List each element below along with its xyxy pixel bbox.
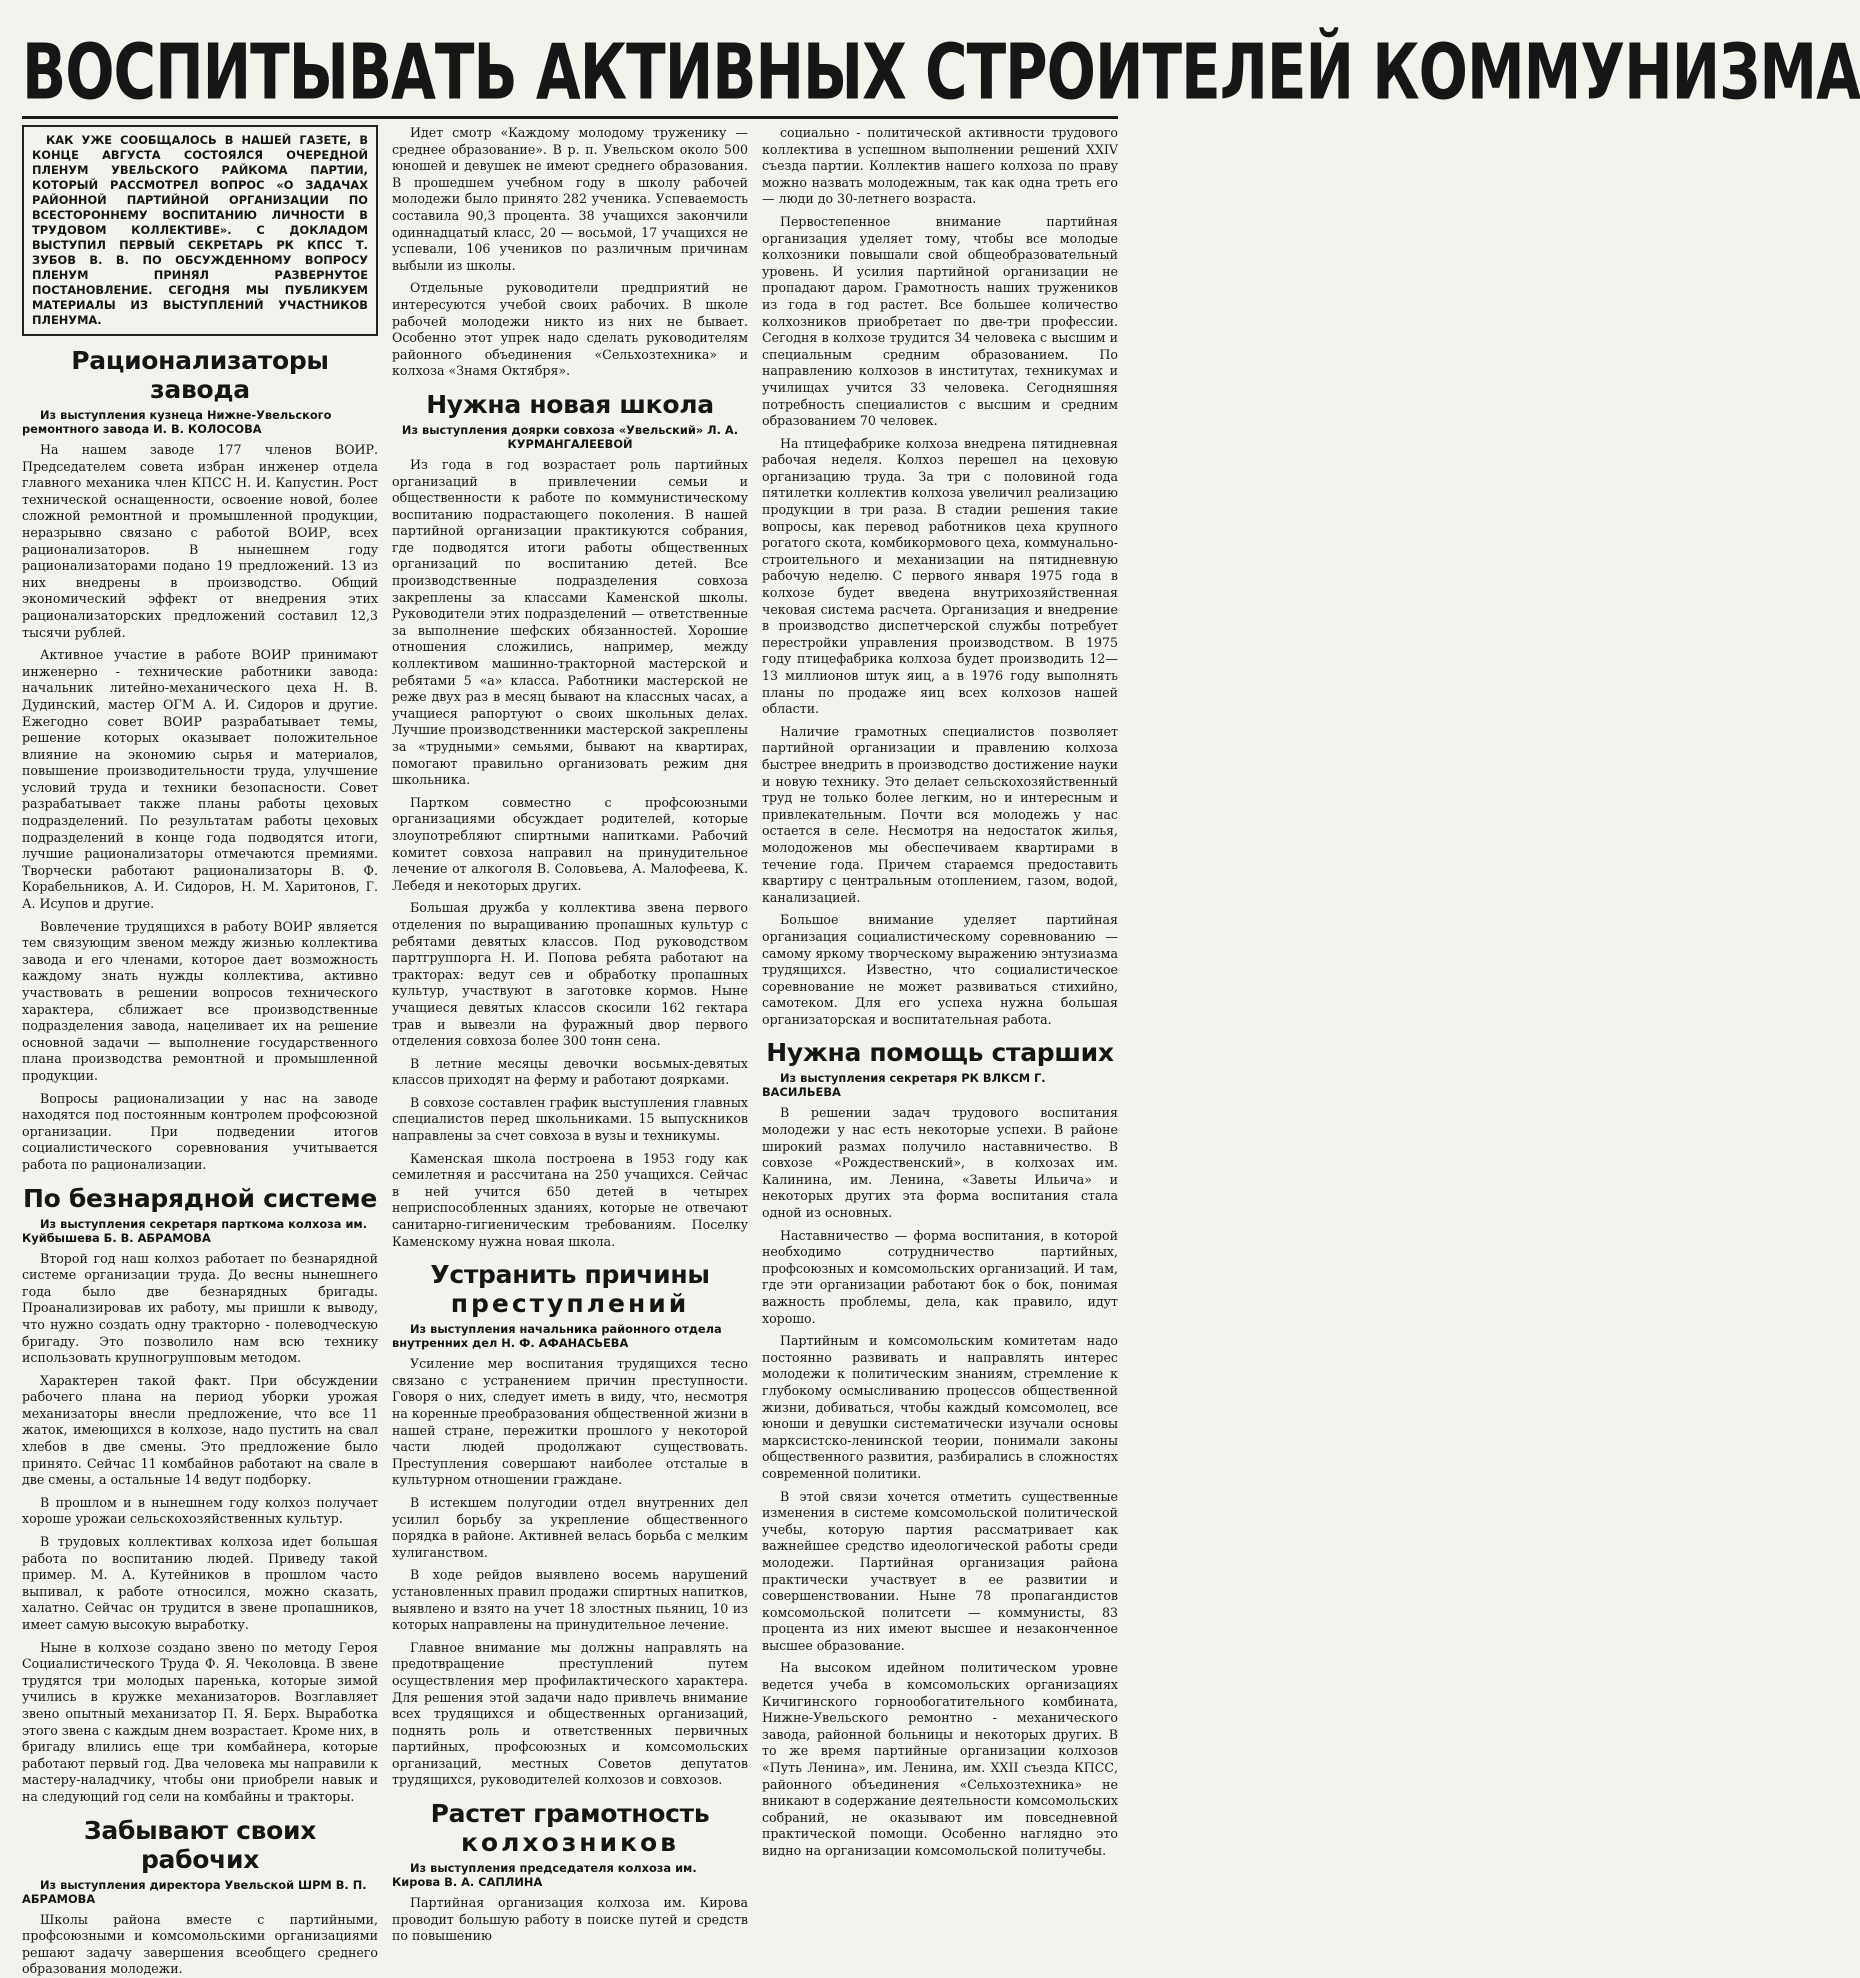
paragraph: В истекшем полугодии отдел внутренних дел усилил борьбу за укрепление общественного порядка в районе. Активней велась борьба с мелким хулиганством.	[392, 1494, 748, 1560]
paragraph: Наставничество — форма воспитания, в которой необходимо сотрудничество партийных, профсоюзных и комсомольских организаций. И там, где эти организации работают бок о бок, понимая важность проблемы, дела, как правило, идут хорошо.	[762, 1227, 1118, 1326]
article-title-prestupleniya	[392, 1260, 748, 1318]
intro-text: КАК УЖЕ СООБЩАЛОСЬ В НАШЕЙ ГАЗЕТЕ, В КОНЦЕ АВГУСТА СОСТОЯЛСЯ ОЧЕРЕДНОЙ ПЛЕНУМ УВЕЛЬСКОГО РАЙКОМА ПАРТИИ, КОТОРЫЙ РАССМОТРЕЛ ВОПРОС «О ЗАДАЧАХ РАЙОННОЙ ПАРТИЙНОЙ ОРГАНИЗАЦИИ ПО ВСЕСТОРОННЕМУ ВОСПИТАНИЮ ЛИЧНОСТИ В ТРУДОВОМ КОЛЛЕКТИВЕ». С ДОКЛАДОМ ВЫСТУПИЛ ПЕРВЫЙ СЕКРЕТАРЬ РК КПСС Т. ЗУБОВ В. В. ПО ОБСУЖДЕННОМУ ВОПРОСУ ПЛЕНУМ ПРИНЯЛ РАЗВЕРНУТОЕ ПОСТАНОВЛЕНИЕ. СЕГОДНЯ МЫ ПУБЛИКУЕМ МАТЕРИАЛЫ ИЗ ВЫСТУПЛЕНИЙ УЧАСТНИКОВ ПЛЕНУМА.	[32, 133, 368, 327]
byline-pomosch: Из выступления секретаря РК ВЛКСМ Г. ВАСИЛЬЕВА	[762, 1071, 1046, 1100]
paragraph: Главное внимание мы должны направлять на предотвращение преступлений путем осуществления мер профилактического характера. Для решения этой задачи надо привлечь внимание всех трудящихся и общественных организаций, поднять роль и ответственных первичных партийных, профсоюзных и комсомольских организаций, местных Советов депутатов трудящихся, руководителей колхозов и совхозов.	[392, 1639, 748, 1788]
column-middle	[392, 125, 748, 1944]
columns	[22, 125, 1118, 1977]
column-left	[22, 125, 378, 1977]
article-title-shkola: Нужна новая школа	[426, 389, 714, 419]
article-title-pomosch: Нужна помощь старших	[766, 1038, 1114, 1068]
byline-shkola: Из выступления доярки совхоза «Увельский» Л. А. КУРМАНГАЛЕЕВОЙ	[401, 422, 739, 451]
byline-zavod: Из выступления кузнеца Нижне-Увельского ремонтного завода И. В. КОЛОСОВА	[22, 408, 332, 436]
paragraph: Партийная организация колхоза им. Кирова проводит большую работу в поиске путей и средств по повышению	[392, 1895, 748, 1944]
paragraph: Вопросы рационализации у нас на заводе находятся под постоянным контролем профсоюзной организации. При подведении итогов социалистического соревнования учитывается работа по рационализации.	[22, 1090, 378, 1172]
paragraph: Ныне в колхозе создано звено по методу Героя Социалистического Труда Ф. Я. Чеколовца. В звене трудятся три молодых паренька, которые зимой учились в кружке механизаторов. Возглавляет звено опытный механизатор П. Я. Берх. Выработка этого звена с каждым днем возрастает. Кроме них, в бригаду влились еще три комбайнера, которые работают первый год. Два человека мы направили к мастеру-наладчику, чтобы они приобрели навык и на следующий год сели на комбайны и тракторы.	[22, 1639, 378, 1804]
paragraph: В этой связи хочется отметить существенные изменения в системе комсомольской политической учебы, которую партия рассматривает как важнейшее средство идеологической работы среди молодежи. Партийная организация района практически участвует в ее развитии и совершенствовании. Ныне 78 пропагандистов комсомольской политсети — коммунисты, 83 процента из них имеют высшее и незаконченное высшее образование.	[762, 1488, 1118, 1653]
paragraph: В ходе рейдов выявлено восемь нарушений установленных правил продажи спиртных напитков, выявлено и взято на учет 18 злостных пьяниц, 10 из которых направлены на принудительное лечение.	[392, 1567, 748, 1633]
paragraph: Отдельные руководители предприятий не интересуются учебой своих рабочих. В школе рабочей молодежи никто из них не бывает. Особенно этот упрек надо сделать руководителям районного объединения «Сельхозтехника» и колхоза «Знамя Октября».	[392, 280, 748, 379]
paragraph: Большая дружба у коллектива звена первого отделения по выращиванию пропашных культур с ребятами девятых классов. Под руководством партгруппорга Н. И. Попова ребята работают на тракторах: ведут сев и обработку пропашных культур, участвуют в заготовке кормов. Ныне учащиеся девятых классов скосили 162 гектара трав и вывезли на фуражный двор первого отделения совхоза более 300 тонн сена.	[392, 900, 748, 1049]
title-line: колхозников	[460, 1828, 680, 1858]
byline-rabochie: Из выступления директора Увельской ШРМ В. П. АБРАМОВА	[22, 1877, 367, 1906]
masthead-title: ВОСПИТЫВАТЬ АКТИВНЫХ СТРОИТЕЛЕЙ КОММУНИЗМА	[22, 27, 1860, 117]
paragraph: Идет смотр «Каждому молодому труженику — среднее образование». В р. п. Увельском около 500 юношей и девушек не имеют среднего образования. В прошедшем учебном году в школу рабочей молодежи было принято 282 ученика. Успеваемость составила 90,3 процента. 38 учащихся закончили одиннадцатый класс, 20 — восьмой, 17 учащихся не успевали, 106 учеников по различным причинам выбыли из школы.	[392, 125, 748, 273]
title-line: Растет грамотность	[430, 1799, 710, 1829]
paragraph: В трудовых коллективах колхоза идет большая работа по воспитанию людей. Приведу такой пример. М. А. Кутейников в прошлом часто выпивал, к работе относился, можно сказать, халатно. Сейчас он трудится в звене пропашников, имеет самую высокую выработку.	[22, 1534, 378, 1632]
paragraph: Каменская школа построена в 1953 году как семилетняя и рассчитана на 250 учащихся. Сейчас в ней учится 650 детей в четырех неприспособленных зданиях, которые не отвечают санитарно-гигиеническим требованиям. Поселку Каменскому нужна новая школа.	[392, 1150, 748, 1249]
paragraph: Партийным и комсомольским комитетам надо постоянно развивать и направлять интерес молодежи к политическим знаниям, стремление к глубокому осмысливанию процессов общественной жизни, добиваться, чтобы каждый комсомолец, все юноши и девушки систематически изучали основы марксистско-ленинской теории, понимали законы общественного развития, разбирались в сложностях современной политики.	[762, 1333, 1118, 1481]
paragraph: Второй год наш колхоз работает по безнарядной системе организации труда. До весны нынешнего года было две безнарядных бригады. Проанализировав их работу, мы пришли к выводу, что нужно создать одну тракторно - полеводческую бригаду. Это позволило нам всю технику использовать крупногрупповым методом.	[22, 1250, 378, 1366]
paragraph: На высоком идейном политическом уровне ведется учеба в комсомольских организациях Кичигинского горнообогатительного комбината, Нижне-Увельского ремонтно - механического завода, районной больницы и некоторых других. В то же время партийные организации колхозов «Путь Ленина», им. Ленина, им. XXII съезда КПСС, районного объединения «Сельхозтехника» не вникают в содержание деятельности комсомольских собраний, не оказывают им повседневной практической помощи. Особенно наглядно это видно на организации комсомольской политучебы.	[762, 1660, 1118, 1858]
article-title-zavod: Рационализаторы завода	[71, 346, 329, 404]
paragraph: В прошлом и в нынешнем году колхоз получает хороше урожаи сельскохозяйственных культур.	[22, 1494, 378, 1527]
paragraph: В летние месяцы девочки восьмых-девятых классов приходят на ферму и работают доярками.	[392, 1055, 748, 1088]
column-right	[762, 125, 1118, 1858]
paragraph: Из года в год возрастает роль партийных организаций в привлечении семьи и общественности к работе по коммунистическому воспитанию подрастающего поколения. В нашей партийной организации практикуются собрания, где подводятся итоги работы общественных организаций по воспитанию детей. Все производственные подразделения совхоза закреплены за классами Каменской школы. Руководители этих подразделений — ответственные за выполнение шефских обязанностей. Хорошие отношения сложились, например, между коллективом машинно-тракторной мастерской и ребятами 5 «а» класса. Работники мастерской не реже двух раз в месяц бывают на классных часах, а учащиеся рапортуют о своих школьных делах. Лучшие производственники мастерской закреплены за «трудными» семьями, бывают на квартирах, помогают правильно организовать режим дня школьника.	[392, 456, 748, 788]
article-title-brigada: По безнарядной системе	[22, 1183, 378, 1213]
paragraph: Большое внимание уделяет партийная организация социалистическому соревнованию — самому яркому творческому выражению энтузиазма трудящихся. Известно, что социалистическое соревнование не может развиваться стихийно, самотеком. Для его успеха нужна большая организаторская и воспитательная работа.	[762, 912, 1118, 1027]
paragraph: Активное участие в работе ВОИР принимают инженерно - технические работники завода: начальник литейно-механического цеха Н. В. Дудинский, мастер ОГМ А. И. Сидоров и другие. Ежегодно совет ВОИР разрабатывает темы, решение которых оказывает положительное влияние на экономию сырья и материалов, повышение производительности труда, улучшение условий труда и техники безопасности. Совет разрабатывает также планы работы цеховых подразделений. По результатам работы цеховых подразделений в конце года подводятся итоги, лучшие рационализаторы отмечаются премиями. Творчески работают рационализаторы В. Ф. Корабельников, А. И. Сидоров, Н. М. Харитонов, Г. А. Исупов и другие.	[22, 647, 378, 912]
article-title-gramotnost	[392, 1799, 748, 1857]
byline-prestupleniya: Из выступления начальника районного отдела внутренних дел Н. Ф. АФАНАСЬЕВА	[392, 1322, 722, 1351]
byline-brigada: Из выступления секретаря парткома колхоза им. Куйбышева Б. В. АБРАМОВА	[22, 1216, 368, 1245]
paragraph: В совхозе составлен график выступления главных специалистов перед школьниками. 15 выпускников направлены за счет совхоза в вузы и техникумы.	[392, 1094, 748, 1144]
byline-gramotnost: Из выступления председателя колхоза им. Кирова В. А. САПЛИНА	[392, 1861, 697, 1890]
paragraph: Первостепенное внимание партийная организация уделяет тому, чтобы все молодые колхозники повышали свой общеобразовательный уровень. И усилия партийной организации не пропадают даром. Грамотность наших тружеников из года в год растет. Все большее количество колхозников приобретает по две-три профессии. Сегодня в колхозе трудится 34 человека с высшим и специальным средним образованием. По направлению колхозов в институтах, техникумах и училищах учится 33 человека. Сегодняшняя потребность специалистов с высшим и средним образованием 70 человек.	[762, 213, 1118, 429]
paragraph: Партком совместно с профсоюзными организациями обсуждает родителей, которые злоупотребляют спиртными напитками. Рабочий комитет совхоза направил на принудительное лечение от алкоголя В. Соловьева, А. Малофеева, К. Лебедя и некоторых других.	[392, 794, 748, 893]
paragraph: На нашем заводе 177 членов ВОИР. Председателем совета избран инженер отдела главного механика член КПСС Н. И. Капустин. Рост технической оснащенности, освоение новой, более сложной ремонтной и промышленной продукции, неразрывно связано с работой ВОИР, всех рационализаторов. В нынешнем году рационализаторами подано 19 предложений. 13 из них внедрены в производство. Общий экономический эффект от внедрения этих рационализаторских предложений составил 12,3 тысячи рублей.	[22, 442, 378, 640]
paragraph: На птицефабрике колхоза внедрена пятидневная рабочая неделя. Колхоз перешел на цеховую организацию труда. За три с половиной года пятилетки коллектив колхоза увеличил реализацию продукции в три раза. В стадии решения такие вопросы, как перевод работников цеха крупного рогатого скота, комбикормового цеха, коммунально-строительного и механизации на пятидневную рабочую неделю. С первого января 1975 года в колхозе будет введена внутрихозяйственная чековая система расчета. Организация и внедрение в производство диспетчерской службы потребует перестройки управления производством. В 1975 году птицефабрика колхоза будет производить 12—13 миллионов штук яиц, а в 1976 году выполнять планы по продаже яиц всех колхозов нашей области.	[762, 435, 1118, 717]
intro-box	[22, 125, 378, 336]
paragraph: Школы района вместе с партийными, профсоюзными и комсомольскими организациями решают задачу завершения всеобщего среднего образования молодежи.	[22, 1911, 378, 1977]
paragraph: В решении задач трудового воспитания молодежи у нас есть некоторые успехи. В районе широкий размах получило наставничество. В совхозе «Рождественский», в колхозах им. Калинина, им. Ленина, «Заветы Ильича» и некоторых других эта форма воспитания стала одной из основных.	[762, 1105, 1118, 1221]
paragraph: Усиление мер воспитания трудящихся тесно связано с устранением причин преступности. Говоря о них, следует иметь в виду, что, несмотря на коренные преобразования общественной жизни в нашей стране, пережитки прошлого у некоторой части людей продолжают существовать. Преступления совершают наиболее отсталые в культурном отношении граждане.	[392, 1356, 748, 1488]
title-line: Устранить причины	[430, 1260, 710, 1290]
paragraph: социально - политической активности трудового коллектива в успешном выполнении решений XXIV съезда партии. Коллектив нашего колхоза по праву можно назвать молодежным, так как одна треть его — люди до 30-летнего возраста.	[762, 125, 1118, 207]
article-title-rabochie: Забывают своих рабочих	[83, 1815, 317, 1874]
title-line: преступлений	[450, 1289, 690, 1319]
paragraph: Наличие грамотных специалистов позволяет партийной организации и правлению колхоза быстрее внедрить в производство достижение науки и новую технику. Это делает сельскохозяйственный труд не только более легким, но и интересным и привлекательным. Почти вся молодежь у нас остается в селе. Несмотря на недостаток жилья, молодоженов мы обеспечиваем квартирами в течение года. Причем стараемся предоставить квартиру с центральным отоплением, газом, водой, канализацией.	[762, 723, 1118, 905]
paragraph: Вовлечение трудящихся в работу ВОИР является тем связующим звеном между жизнью коллектива завода и его членами, которое дает возможность каждому знать нужды коллектива, активно участвовать в решении вопросов технического характера, сближает все производственные подразделения завода, нацеливает их на решение основной задачи — выполнение государственного плана производства ремонтной и промышленной продукции.	[22, 918, 378, 1083]
paragraph: Характерен такой факт. При обсуждении рабочего плана на период уборки урожая механизаторы внесли предложение, что все 11 жаток, имеющихся в колхозе, надо пустить на свал хлебов в две смены. Это предложение было принято. Сейчас 11 комбайнов работают на свале в две смены, а остальные 14 ведут подборку.	[22, 1372, 378, 1488]
